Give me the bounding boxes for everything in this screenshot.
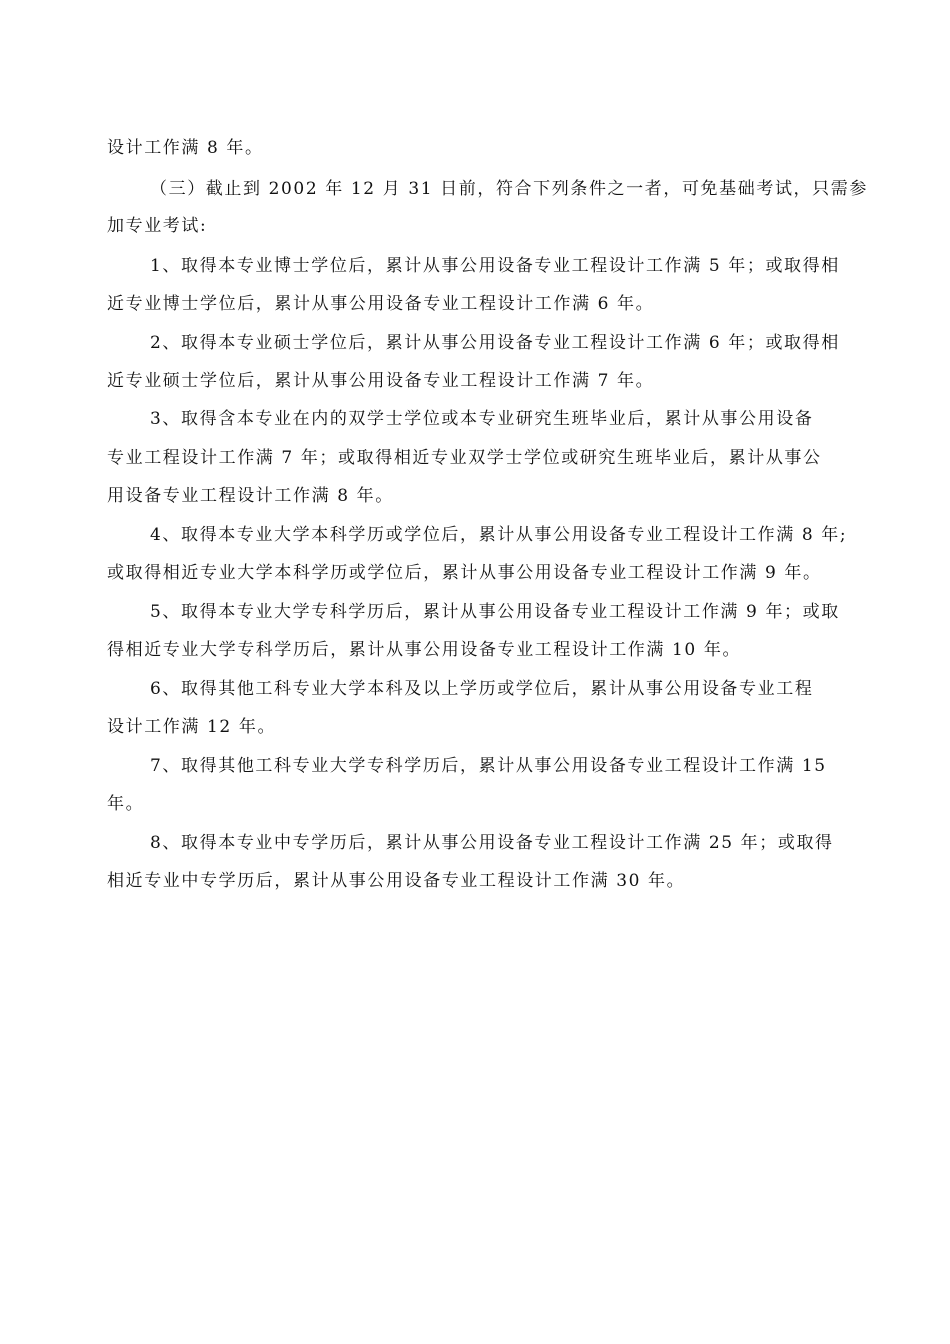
section-three-heading-cont: 加专业考试:	[107, 216, 208, 236]
item-1-line-2: 近专业博士学位后，累计从事公用设备专业工程设计工作满 6 年。	[107, 294, 655, 314]
item-5-line-2: 得相近专业大学专科学历后，累计从事公用设备专业工程设计工作满 10 年。	[107, 640, 742, 660]
item-6-line-1: 6、取得其他工科专业大学本科及以上学历或学位后，累计从事公用设备专业工程	[150, 679, 814, 699]
item-7-line-2: 年。	[107, 794, 145, 814]
item-7-line-1: 7、取得其他工科专业大学专科学历后，累计从事公用设备专业工程设计工作满 15	[150, 756, 827, 776]
item-2-line-2: 近专业硕士学位后，累计从事公用设备专业工程设计工作满 7 年。	[107, 371, 655, 391]
item-3-line-1: 3、取得含本专业在内的双学士学位或本专业研究生班毕业后，累计从事公用设备	[150, 409, 814, 429]
section-three-heading: （三）截止到 2002 年 12 月 31 日前，符合下列条件之一者，可免基础考试，只需参	[150, 179, 868, 199]
item-4-line-2: 或取得相近专业大学本科学历或学位后，累计从事公用设备专业工程设计工作满 9 年。	[107, 563, 822, 583]
item-3-line-3: 用设备专业工程设计工作满 8 年。	[107, 486, 394, 506]
item-4-line-1: 4、取得本专业大学本科学历或学位后，累计从事公用设备专业工程设计工作满 8 年;	[150, 525, 848, 545]
item-5-line-1: 5、取得本专业大学专科学历后，累计从事公用设备专业工程设计工作满 9 年；或取	[150, 602, 840, 622]
item-6-line-2: 设计工作满 12 年。	[107, 717, 277, 737]
item-8-line-2: 相近专业中专学历后，累计从事公用设备专业工程设计工作满 30 年。	[107, 871, 686, 891]
item-3-line-2: 专业工程设计工作满 7 年；或取得相近专业双学士学位或研究生班毕业后，累计从事公	[107, 448, 822, 468]
item-8-line-1: 8、取得本专业中专学历后，累计从事公用设备专业工程设计工作满 25 年；或取得	[150, 833, 834, 853]
text-line-continuation: 设计工作满 8 年。	[107, 138, 264, 158]
item-1-line-1: 1、取得本专业博士学位后，累计从事公用设备专业工程设计工作满 5 年；或取得相	[150, 256, 840, 276]
item-2-line-1: 2、取得本专业硕士学位后，累计从事公用设备专业工程设计工作满 6 年；或取得相	[150, 333, 840, 353]
